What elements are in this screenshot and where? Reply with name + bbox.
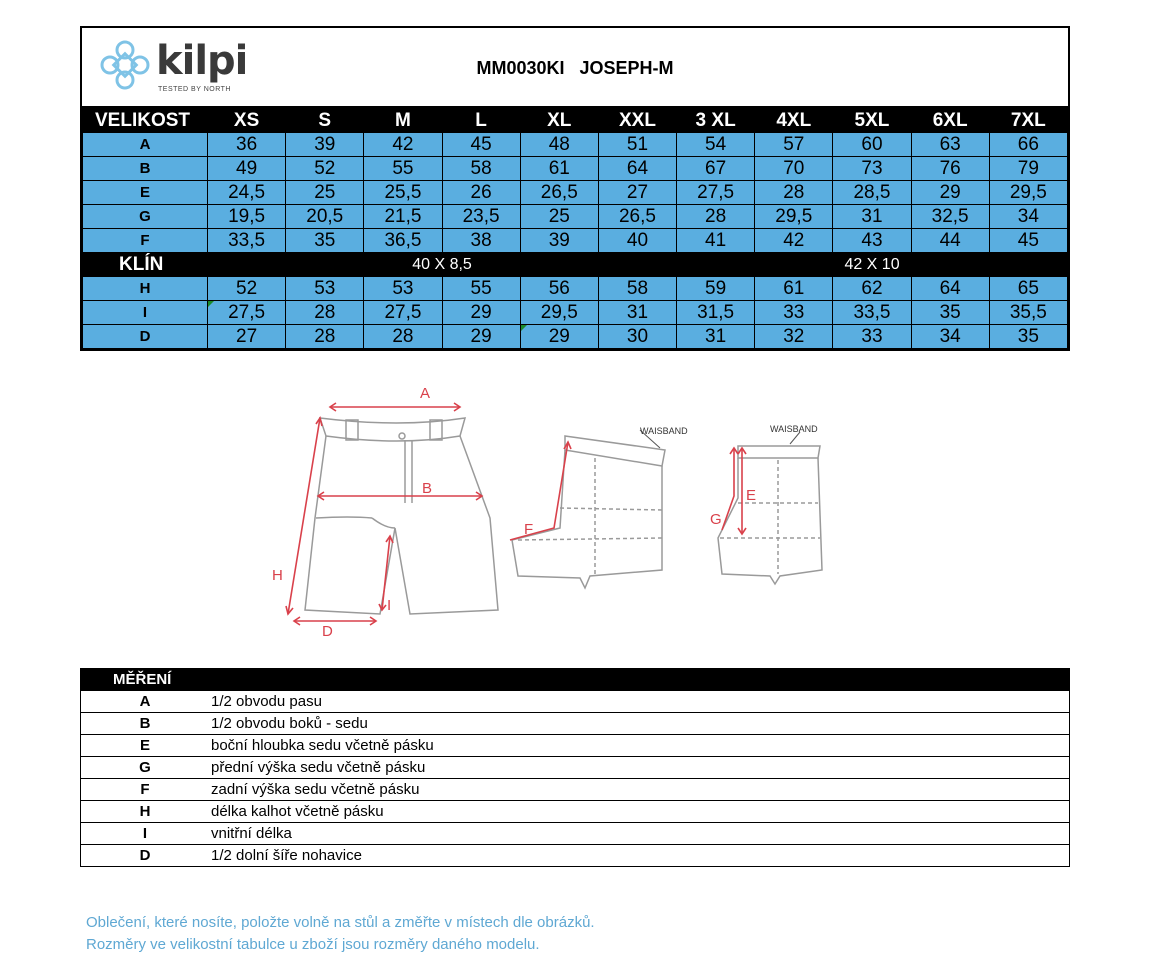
measure-cell: 49 — [208, 157, 286, 181]
measure-cell: 52 — [286, 157, 364, 181]
shorts-back-drawing — [512, 430, 665, 588]
measure-cell: 59 — [677, 277, 755, 301]
footer-line-2: Rozměry ve velikostní tabulce u zboží jsou rozměry daného modelu. — [86, 936, 540, 953]
measure-cell: 32,5 — [911, 205, 989, 229]
brand-tagline: TESTED BY NORTH — [158, 86, 231, 93]
measure-cell: 32 — [755, 325, 833, 349]
measure-cell: 27 — [598, 181, 676, 205]
measure-cell: 44 — [911, 229, 989, 253]
measure-cell: 29,5 — [755, 205, 833, 229]
size-header-cell: 5XL — [833, 109, 911, 133]
size-header-cell: 7XL — [989, 109, 1067, 133]
measure-cell: 28 — [364, 325, 442, 349]
measure-cell: 26 — [442, 181, 520, 205]
measure-cell: 65 — [989, 277, 1067, 301]
legend-description: délka kalhot včetně pásku — [211, 803, 384, 820]
measure-cell: 23,5 — [442, 205, 520, 229]
measure-cell: 62 — [833, 277, 911, 301]
side-measure-lines — [722, 448, 746, 534]
measure-cell: 35 — [911, 301, 989, 325]
measure-cell: 19,5 — [208, 205, 286, 229]
measure-row-label: E — [83, 181, 208, 205]
measure-cell: 33 — [755, 301, 833, 325]
measure-cell: 29 — [442, 325, 520, 349]
shorts-front-drawing — [305, 418, 498, 614]
measure-cell: 60 — [833, 133, 911, 157]
measure-cell: 29,5 — [520, 301, 598, 325]
measure-cell: 55 — [364, 157, 442, 181]
legend-letter: E — [139, 737, 150, 754]
measure-cell: 55 — [442, 277, 520, 301]
legend-row-h — [81, 800, 1069, 822]
label-f: F — [524, 521, 534, 538]
footer-note — [86, 912, 595, 956]
product-title: MM0030KI JOSEPH-M — [476, 58, 674, 78]
measure-row-label: I — [83, 301, 208, 325]
measure-row-a — [83, 133, 1068, 157]
legend-row-i — [81, 822, 1069, 844]
measure-cell: 29 — [442, 301, 520, 325]
measure-row-label: B — [83, 157, 208, 181]
measure-cell: 38 — [442, 229, 520, 253]
measure-row-label: D — [83, 325, 208, 349]
size-header-cell: M — [364, 109, 442, 133]
label-b: B — [422, 480, 433, 497]
measure-row-g — [83, 205, 1068, 229]
klin-value-large: 42 X 10 — [677, 253, 1068, 277]
measure-row-label: H — [83, 277, 208, 301]
size-header-row — [83, 109, 1068, 133]
measure-cell: 29,5 — [989, 181, 1067, 205]
measure-cell: 35 — [989, 325, 1067, 349]
measure-cell: 21,5 — [364, 205, 442, 229]
measure-cell: 36 — [208, 133, 286, 157]
measure-cell: 27 — [208, 325, 286, 349]
size-header-cell: 4XL — [755, 109, 833, 133]
measure-cell: 67 — [677, 157, 755, 181]
measure-cell: 42 — [364, 133, 442, 157]
legend-description: 1/2 obvodu boků - sedu — [211, 715, 368, 732]
label-g: G — [710, 511, 722, 528]
measure-cell: 29 — [911, 181, 989, 205]
legend-letter: I — [142, 825, 148, 842]
measure-row-b — [83, 157, 1068, 181]
measure-cell: 48 — [520, 133, 598, 157]
measure-cell: 33,5 — [833, 301, 911, 325]
measure-cell: 26,5 — [598, 205, 676, 229]
measure-cell: 35 — [286, 229, 364, 253]
measure-cell: 73 — [833, 157, 911, 181]
legend-row-f — [81, 778, 1069, 800]
measure-cell: 64 — [598, 157, 676, 181]
legend-description: přední výška sedu včetně pásku — [211, 759, 426, 776]
measure-cell: 40 — [598, 229, 676, 253]
measure-cell: 35,5 — [989, 301, 1067, 325]
measure-cell: 25,5 — [364, 181, 442, 205]
legend-letter: F — [140, 781, 150, 798]
measure-cell: 28 — [677, 205, 755, 229]
measure-cell: 70 — [755, 157, 833, 181]
label-a: A — [420, 385, 431, 402]
legend-row-e — [81, 734, 1069, 756]
measure-cell: 64 — [911, 277, 989, 301]
measure-cell: 54 — [677, 133, 755, 157]
measure-cell: 25 — [286, 181, 364, 205]
measure-cell: 45 — [989, 229, 1067, 253]
brand-name: kilpi — [156, 38, 248, 84]
measure-cell: 66 — [989, 133, 1067, 157]
klin-label: KLÍN — [83, 253, 208, 277]
klin-value-small: 40 X 8,5 — [208, 253, 677, 277]
legend-description: 1/2 obvodu pasu — [211, 693, 322, 710]
measure-cell: 29 — [520, 325, 598, 349]
measure-row-label: A — [83, 133, 208, 157]
measure-cell: 36,5 — [364, 229, 442, 253]
label-h: H — [272, 567, 283, 584]
legend-letter: H — [139, 803, 151, 820]
measure-cell: 28,5 — [833, 181, 911, 205]
measure-cell: 76 — [911, 157, 989, 181]
legend-description: zadní výška sedu včetně pásku — [211, 781, 420, 798]
size-header-cell: 6XL — [911, 109, 989, 133]
measurement-legend — [80, 668, 1070, 867]
measure-cell: 27,5 — [208, 301, 286, 325]
measure-cell: 56 — [520, 277, 598, 301]
measure-cell: 30 — [598, 325, 676, 349]
legend-description: 1/2 dolní šíře nohavice — [211, 847, 362, 864]
measure-cell: 31 — [833, 205, 911, 229]
measure-cell: 24,5 — [208, 181, 286, 205]
measure-row-label: G — [83, 205, 208, 229]
measure-cell: 39 — [286, 133, 364, 157]
measure-cell: 58 — [598, 277, 676, 301]
measure-cell: 43 — [833, 229, 911, 253]
measure-cell: 53 — [364, 277, 442, 301]
measure-cell: 33,5 — [208, 229, 286, 253]
measure-cell: 34 — [911, 325, 989, 349]
measure-cell: 28 — [286, 301, 364, 325]
measure-cell: 31 — [598, 301, 676, 325]
size-chart — [80, 26, 1070, 351]
measure-row-e — [83, 181, 1068, 205]
label-d: D — [322, 623, 333, 640]
measure-cell: 28 — [755, 181, 833, 205]
measure-cell: 34 — [989, 205, 1067, 229]
measure-row-h — [83, 277, 1068, 301]
measure-cell: 63 — [911, 133, 989, 157]
measure-cell: 25 — [520, 205, 598, 229]
legend-letter: G — [139, 759, 151, 776]
measure-cell: 27,5 — [364, 301, 442, 325]
measure-cell: 61 — [520, 157, 598, 181]
label-e: E — [746, 487, 757, 504]
legend-letter: D — [139, 847, 151, 864]
measure-cell: 33 — [833, 325, 911, 349]
measure-row-label: F — [83, 229, 208, 253]
measure-cell: 20,5 — [286, 205, 364, 229]
legend-description: boční hloubka sedu včetně pásku — [211, 737, 434, 754]
legend-description: vnitřní délka — [211, 825, 292, 842]
size-header-cell: XL — [520, 109, 598, 133]
legend-row-a — [81, 691, 1069, 712]
measure-cell: 45 — [442, 133, 520, 157]
waistband-label-side: WAISBAND — [770, 424, 818, 434]
label-i: I — [387, 597, 392, 614]
footer-line-1: Oblečení, které nosíte, položte volně na stůl a změřte v místech dle obrázků. — [86, 914, 595, 931]
legend-row-b — [81, 712, 1069, 734]
measure-row-i — [83, 301, 1068, 325]
size-header-cell: L — [442, 109, 520, 133]
measure-cell: 58 — [442, 157, 520, 181]
measure-cell: 41 — [677, 229, 755, 253]
measure-cell: 26,5 — [520, 181, 598, 205]
measure-cell: 28 — [286, 325, 364, 349]
measure-cell: 52 — [208, 277, 286, 301]
measure-cell: 61 — [755, 277, 833, 301]
legend-rows — [81, 691, 1069, 866]
measure-cell: 57 — [755, 133, 833, 157]
waistband-label-back: WAISBAND — [640, 426, 688, 436]
size-header-cell: XXL — [598, 109, 676, 133]
measure-cell: 31 — [677, 325, 755, 349]
size-header-cell: XS — [208, 109, 286, 133]
size-header-cell: S — [286, 109, 364, 133]
chart-header — [82, 28, 1068, 108]
measure-cell: 51 — [598, 133, 676, 157]
measure-cell: 27,5 — [677, 181, 755, 205]
legend-row-d — [81, 844, 1069, 866]
measure-cell: 39 — [520, 229, 598, 253]
legend-letter: B — [139, 715, 151, 732]
measure-cell: 42 — [755, 229, 833, 253]
size-header-cell: 3 XL — [677, 109, 755, 133]
legend-letter: A — [139, 693, 151, 710]
klin-row — [83, 253, 1068, 277]
measure-row-f — [83, 229, 1068, 253]
size-column-label: VELIKOST — [83, 109, 208, 133]
shorts-measurement-diagram — [260, 378, 860, 648]
legend-row-g — [81, 756, 1069, 778]
legend-title: MĚŘENÍ — [81, 669, 1069, 691]
size-table — [82, 108, 1068, 349]
measure-row-d — [83, 325, 1068, 349]
measure-cell: 31,5 — [677, 301, 755, 325]
measure-cell: 79 — [989, 157, 1067, 181]
measure-cell: 53 — [286, 277, 364, 301]
